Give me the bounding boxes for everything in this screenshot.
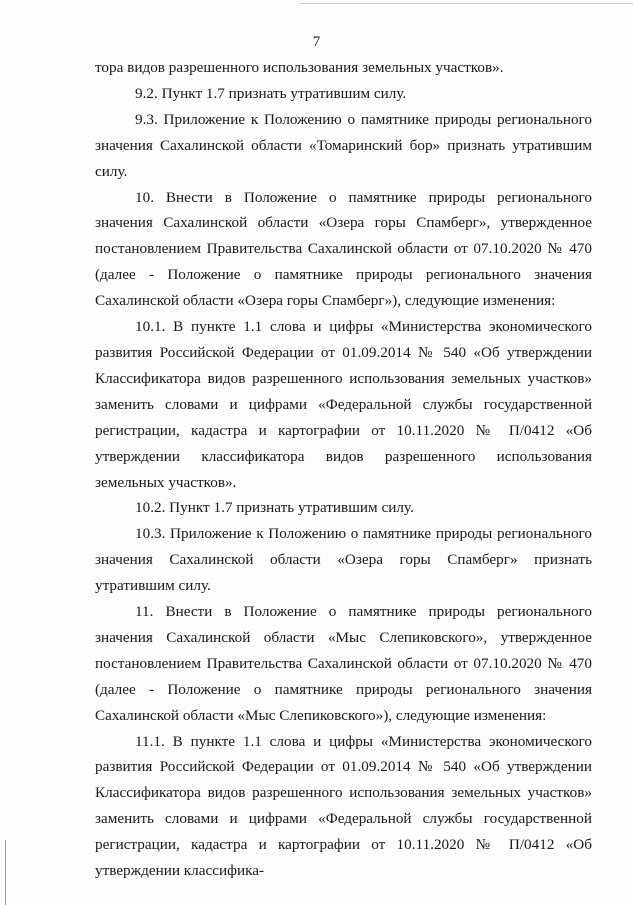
paragraph-continuation: тора видов разрешенного использования земельных участков». xyxy=(95,59,504,76)
paragraph-10: 10. Внести в Положение о памятнике природы регионального значения Сахалинской области «Озера горы Спамберг», утвержденное постановлением Правительства Сахалинской области от 07.10.2020 № 470 (далее - Положение о памятнике природы регионального значения Сахалинской области «Озера горы Спамберг»), следующие изменения: xyxy=(95,188,592,310)
paragraph-10-2: 10.2. Пункт 1.7 признать утратившим силу. xyxy=(135,499,414,517)
paragraph-11-1: 11.1. В пункте 1.1 слова и цифры «Министерства экономического развития Российской Федерации от 01.09.2014 № 540 «Об утверждении Классификатора видов разрешенного использования земельных участков» заменить словами и цифрами «Федеральной службы государственной регистрации, кадастра и картографии от 10.11.2020 № П/0412 «Об утверждении классифика- xyxy=(95,732,592,880)
scan-edge-line xyxy=(300,3,633,4)
paragraph-11: 11. Внести в Положение о памятнике природы регионального значения Сахалинской области «Мыс Слепиковского», утвержденное постановлением Правительства Сахалинской области от 07.10.2020 № 470 (далее - Положение о памятнике природы регионального значения Сахалинской области «Мыс Слепиковского»), следующие изменения: xyxy=(95,603,592,724)
paragraph-10-1: 10.1. В пункте 1.1 слова и цифры «Министерства экономического развития Российской Федерации от 01.09.2014 № 540 «Об утверждении Классификатора видов разрешенного использования земельных участков» заменить словами и цифрами «Федеральной службы государственной регистрации, кадастра и картографии от 10.11.2020 № П/0412 «Об утверждении классификатора видов разрешенного использования земельных участков». xyxy=(95,318,592,491)
document-body xyxy=(95,55,592,884)
page-number: 7 xyxy=(312,34,321,50)
paragraph-9-3: 9.3. Приложение к Положению о памятнике природы регионального значения Сахалинской области «Томаринский бор» признать утратившим силу. xyxy=(95,110,592,180)
scan-edge-mark xyxy=(5,840,6,905)
paragraph-9-2: 9.2. Пункт 1.7 признать утратившим силу. xyxy=(135,84,407,102)
paragraph-10-3: 10.3. Приложение к Положению о памятнике природы регионального значения Сахалинской области «Озера горы Спамберг» признать утратившим силу. xyxy=(95,525,592,595)
